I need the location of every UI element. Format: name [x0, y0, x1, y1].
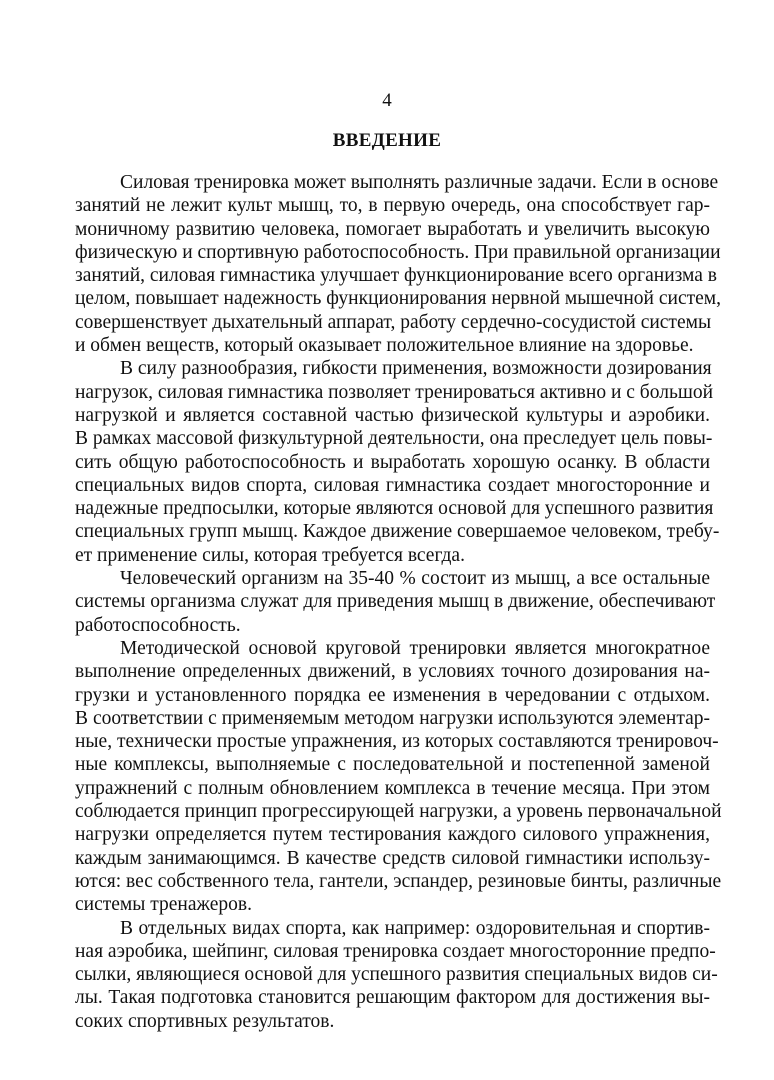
- paragraph: [75, 637, 722, 917]
- text-line: грузки и установленного порядка ее изменения в чередовании с отдыхом.: [75, 684, 710, 706]
- text-line: сылки, являющиеся основой для успешного развития специальных видов си-: [75, 964, 718, 986]
- text-line: ются: вес собственного тела, гантели, эспандер, резиновые бинты, различные: [75, 870, 722, 892]
- text-line: и обмен веществ, который оказывает положительное влияние на здоровье.: [75, 335, 694, 357]
- text-line: ет применение силы, которая требуется всегда.: [75, 544, 465, 566]
- text-line: моничному развитию человека, помогает выработать и увеличить высокую: [75, 218, 710, 240]
- text-line: соких спортивных результатов.: [75, 1010, 335, 1032]
- text-line: целом, повышает надежность функционирования нервной мышечной систем,: [75, 288, 721, 310]
- text-line: занятий не лежит культ мышц, то, в первую очередь, она способствует гар-: [75, 195, 710, 217]
- text-line: В отдельных видах спорта, как например: оздоровительная и спортив-: [120, 917, 710, 939]
- body-text: [75, 171, 722, 1033]
- paragraph: [75, 917, 718, 1033]
- text-line: специальных групп мышц. Каждое движение совершаемое человеком, требу-: [75, 521, 720, 543]
- text-line: упражнений с полным обновлением комплекса в течение месяца. При этом: [75, 777, 710, 799]
- text-line: нагрузок, силовая гимнастика позволяет тренироваться активно и с большой: [75, 381, 714, 403]
- text-line: В рамках массовой физкультурной деятельности, она преследует цель повы-: [75, 428, 713, 450]
- text-line: системы организма служат для приведения мышц в движение, обеспечивают: [75, 591, 716, 613]
- text-line: Методической основой круговой тренировки является многократное: [120, 637, 710, 659]
- text-line: ные, технически простые упражнения, из которых составляются тренировоч-: [75, 731, 719, 753]
- paragraph: [75, 357, 720, 567]
- section-title: ВВЕДЕНИЕ: [332, 130, 442, 151]
- text-line: лы. Такая подготовка становится решающим фактором для достижения вы-: [75, 987, 710, 1009]
- text-line: работоспособность.: [75, 614, 241, 636]
- text-line: нагрузки определяется путем тестирования каждого силового упражнения,: [75, 824, 710, 846]
- page-number: 4: [382, 90, 392, 111]
- text-line: Человеческий организм на 35-40 % состоит из мышц, а все остальные: [120, 568, 710, 590]
- text-line: сить общую работоспособность и выработать хорошую осанку. В области: [75, 451, 710, 473]
- text-line: В соответствии с применяемым методом нагрузки используются элементар-: [75, 707, 710, 729]
- text-line: физическую и спортивную работоспособность. При правильной организации: [75, 241, 721, 263]
- text-line: соблюдается принцип прогрессирующей нагрузки, а уровень первоначальной: [75, 801, 722, 823]
- paragraph: [75, 567, 716, 637]
- text-line: Силовая тренировка может выполнять различные задачи. Если в основе: [120, 172, 719, 193]
- text-line: В силу разнообразия, гибкости применения, возможности дозирования: [120, 358, 712, 380]
- text-line: каждым занимающимся. В качестве средств силовой гимнастики использу-: [75, 847, 710, 869]
- text-line: занятий, силовая гимнастика улучшает функционирование всего организма в: [75, 265, 717, 287]
- text-line: нагрузкой и является составной частью физической культуры и аэробики.: [75, 404, 710, 426]
- text-line: системы тренажеров.: [75, 894, 252, 916]
- text-line: ная аэробика, шейпинг, силовая тренировка создает многосторонние предпо-: [75, 940, 716, 962]
- text-line: выполнение определенных движений, в условиях точного дозирования на-: [75, 661, 710, 683]
- text-line: специальных видов спорта, силовая гимнастика создает многосторонние и: [75, 474, 710, 496]
- text-line: совершенствует дыхательный аппарат, работу сердечно-сосудистой системы: [75, 311, 712, 333]
- text-line: надежные предпосылки, которые являются основой для успешного развития: [75, 498, 714, 520]
- text-line: ные комплексы, выполняемые с последовательной и постепенной заменой: [75, 754, 710, 776]
- paragraph: [75, 171, 721, 357]
